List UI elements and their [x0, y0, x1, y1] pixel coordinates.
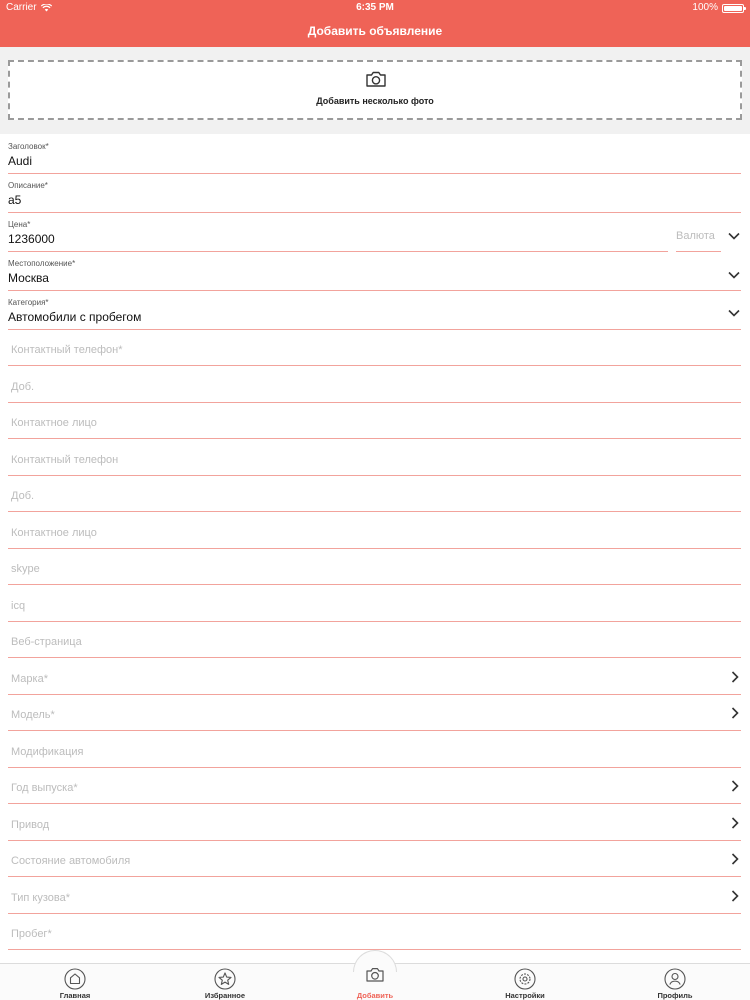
tab-home[interactable]	[0, 964, 150, 1000]
form-field[interactable]	[8, 878, 741, 914]
form-field[interactable]	[8, 695, 741, 731]
form-field[interactable]	[8, 732, 741, 768]
tab-settings[interactable]	[450, 964, 600, 1000]
field-placeholder: Контактное лицо	[11, 526, 97, 539]
form-field[interactable]	[8, 768, 741, 804]
carrier-label: Carrier	[6, 2, 37, 13]
form-field[interactable]	[8, 330, 741, 366]
location-field[interactable]	[8, 251, 741, 291]
chevron-down-icon	[727, 229, 741, 243]
form-field[interactable]	[8, 476, 741, 512]
field-placeholder: skype	[11, 563, 40, 575]
tab-label: Профиль	[657, 991, 693, 1000]
chevron-right-icon	[728, 706, 742, 720]
price-input[interactable]	[8, 232, 648, 246]
form-field[interactable]	[8, 549, 741, 585]
field-placeholder: Доб.	[11, 380, 35, 393]
gear-icon	[514, 968, 536, 990]
title-field	[8, 134, 741, 174]
user-icon	[664, 968, 686, 990]
form-field[interactable]	[8, 586, 741, 622]
battery-percent: 100%	[692, 2, 718, 13]
form-field[interactable]	[8, 440, 741, 476]
description-input[interactable]	[8, 193, 708, 207]
chevron-right-icon	[728, 779, 742, 793]
description-field	[8, 173, 741, 213]
currency-placeholder: Валюта	[676, 230, 715, 242]
form-field[interactable]	[8, 403, 741, 439]
form-field[interactable]	[8, 367, 741, 403]
title-input[interactable]	[8, 154, 708, 168]
description-label: Описание*	[8, 181, 48, 190]
star-icon	[214, 968, 236, 990]
camera-icon	[365, 70, 387, 88]
form-field[interactable]	[8, 622, 741, 658]
category-label: Категория*	[8, 298, 49, 307]
category-field[interactable]	[8, 290, 741, 330]
tab-label: Главная	[59, 991, 91, 1000]
field-placeholder: Контактный телефон	[11, 453, 119, 466]
field-placeholder: Модель*	[11, 709, 55, 721]
page-title: Добавить объявление	[0, 16, 750, 47]
chevron-right-icon	[728, 816, 742, 830]
photo-section	[0, 47, 750, 134]
field-placeholder: Пробег*	[11, 928, 52, 940]
tab-label: Добавить	[356, 991, 394, 1000]
field-placeholder: Год выпуска*	[11, 782, 78, 794]
chevron-down-icon	[727, 306, 741, 320]
field-placeholder: Контактное лицо	[11, 417, 97, 429]
form-field[interactable]	[8, 805, 741, 841]
location-value: Москва	[8, 271, 49, 285]
chevron-right-icon	[728, 670, 742, 684]
chevron-right-icon	[728, 852, 742, 866]
field-placeholder: Марка*	[11, 672, 48, 685]
category-value: Автомобили с пробегом	[8, 310, 142, 324]
tab-label: Настройки	[505, 991, 545, 1000]
chevron-down-icon	[727, 268, 741, 282]
currency-select[interactable]	[676, 212, 742, 252]
field-placeholder: Тип кузова*	[11, 891, 70, 904]
battery-info	[692, 0, 744, 16]
field-placeholder: icq	[11, 599, 26, 612]
price-label: Цена*	[8, 220, 31, 229]
tab-favorites[interactable]	[150, 964, 300, 1000]
field-placeholder: Состояние автомобиля	[11, 855, 131, 867]
form-field[interactable]	[8, 841, 741, 877]
tab-add[interactable]	[300, 964, 450, 1000]
location-label: Местоположение*	[8, 259, 76, 268]
status-time: 6:35 PM	[356, 2, 394, 13]
title-label: Заголовок*	[8, 142, 49, 151]
home-icon	[64, 968, 86, 990]
status-bar	[0, 0, 750, 16]
form-field[interactable]	[8, 659, 741, 695]
field-placeholder: Контактный телефон*	[11, 344, 123, 356]
field-placeholder: Доб.	[11, 490, 35, 502]
tab-profile[interactable]	[600, 964, 750, 1000]
add-photos-label: Добавить несколько фото	[316, 96, 434, 106]
price-field	[8, 212, 668, 252]
form-field[interactable]	[8, 914, 741, 950]
field-placeholder: Модификация	[11, 745, 84, 758]
tab-bar	[0, 963, 750, 1000]
chevron-right-icon	[728, 889, 742, 903]
field-placeholder: Привод	[11, 818, 50, 831]
camera-icon	[364, 964, 386, 986]
add-photos-button[interactable]	[8, 60, 742, 120]
form-field[interactable]	[8, 513, 741, 549]
field-placeholder: Веб-страница	[11, 636, 82, 648]
tab-label: Избранное	[204, 991, 246, 1000]
battery-icon	[722, 4, 744, 13]
